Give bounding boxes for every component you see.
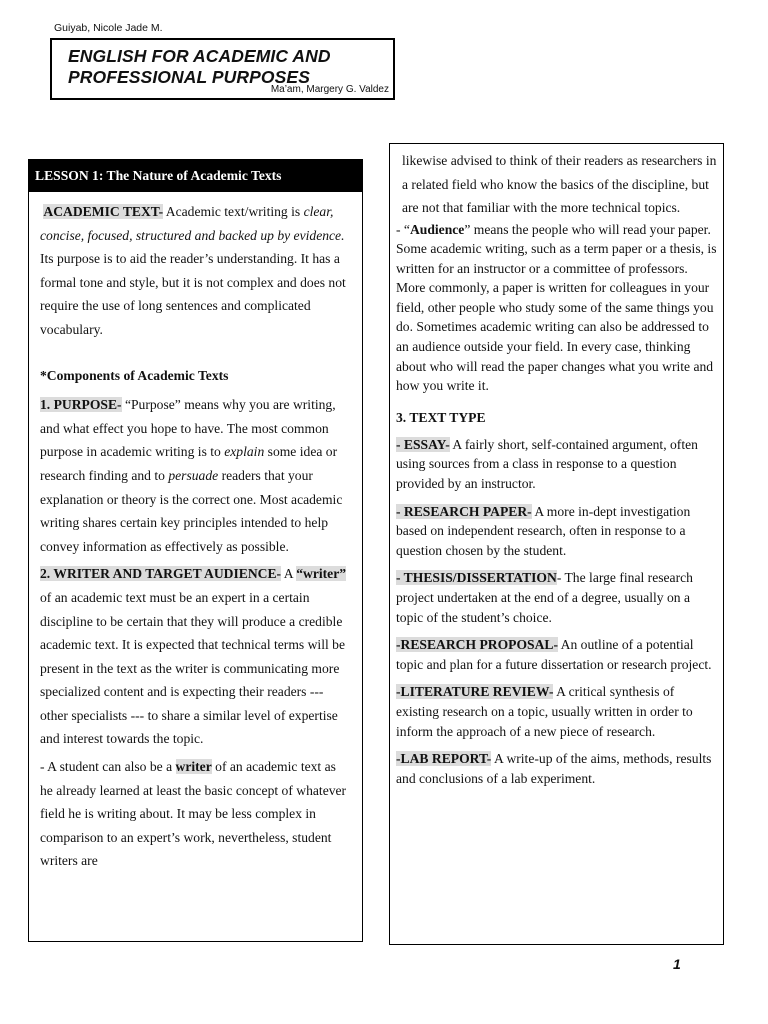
text-type-research-proposal: -RESEARCH PROPOSAL- An outline of a potential topic and plan for a future dissertation or research project.: [396, 637, 712, 672]
left-column: [28, 159, 363, 942]
text-type-essay: - ESSAY- A fairly short, self-contained argument, often using sources from a class in response to a question provided by an instructor.: [396, 436, 698, 492]
author-name: Guiyab, Nicole Jade M.: [54, 22, 163, 34]
audience-paragraph: - “Audience” means the people who will read your paper. Some academic writing, such as a term paper or a thesis, is written for an instructor or a committee of professors. More commonly, a paper is written for colleagues in your field, other people who study some of the same things you do. Sometimes academic writing can also be addressed to an audience outside your field. In every case, thinking about who will read the paper changes what you write and how you write it.: [396, 221, 717, 394]
title-line-1: ENGLISH FOR ACADEMIC AND: [68, 46, 331, 66]
purpose-paragraph: 1. PURPOSE- “Purpose” means why you are writing, and what effect you hope to have. The most common purpose in academic writing is to explain some idea or research finding and to persuade readers that your explanation or theory is the correct one. Most academic writing shares certain key principles intended to help convey information as effectively as possible.: [40, 397, 343, 554]
left-column-body: [29, 200, 362, 873]
writer-bold: “writer”: [296, 566, 347, 582]
text-type-lab-report: -LAB REPORT- A write-up of the aims, methods, results and conclusions of a lab experiment.: [396, 751, 712, 786]
writer-term: 2. WRITER AND TARGET AUDIENCE-: [40, 566, 282, 582]
continued-paragraph: likewise advised to think of their readers as researchers in a related field who know the basics of the discipline, but are not that familiar with the more technical topics.: [402, 153, 717, 215]
components-heading: *Components of Academic Texts: [40, 367, 229, 383]
student-paragraph: - A student can also be a writer of an academic text as he already learned at least the basic concept of whatever field he is writing about. It may be less complex in comparison to an expert’s work, nevertheless, student writers are: [40, 759, 347, 869]
text-type-heading: 3. TEXT TYPE: [396, 409, 486, 425]
text-type-research-paper: - RESEARCH PAPER- A more in-dept investigation based on independent research, often in response to a question chosen by the student.: [396, 503, 691, 558]
text-type-thesis: - THESIS/DISSERTATION- The large final research project undertaken at the end of a degree, usually on a topic of the student’s choice.: [396, 570, 693, 625]
academic-text-term: ACADEMIC TEXT-: [43, 204, 164, 219]
lesson-title: LESSON 1: The Nature of Academic Texts: [29, 160, 362, 192]
text-type-literature-review: -LITERATURE REVIEW- A critical synthesis of existing research on a topic, usually written in order to inform the approach of a new piece of research.: [396, 684, 693, 739]
page-number: 1: [673, 956, 681, 972]
audience-term: Audience: [409, 221, 465, 237]
right-column: [389, 143, 724, 945]
right-column-body: [390, 144, 723, 788]
academic-text-paragraph: ACADEMIC TEXT- Academic text/writing is clear, concise, focused, structured and backed up by evidence. Its purpose is to aid the reader’s understanding. It has a formal tone and style, but it is not complex and does not require the use of long sentences and complicated vocabulary.: [40, 204, 346, 337]
purpose-term: 1. PURPOSE-: [40, 397, 122, 413]
writer-highlight: writer: [175, 759, 212, 775]
teacher-name: Ma’am, Margery G. Valdez: [270, 84, 389, 95]
page-title: [68, 46, 331, 88]
title-box: [50, 38, 395, 100]
title-line-2: PROFESSIONAL PURPOSES: [68, 67, 310, 87]
writer-paragraph: 2. WRITER AND TARGET AUDIENCE- A “writer” of an academic text must be an expert in a certain discipline to be certain that they will produce a credible academic text. It is expected that technical terms will be present in the text as the writer is communicating more specialized content and is expecting their readers --- other specialists --- to share a similar level of expertise and interest towards the topic.: [40, 566, 347, 747]
